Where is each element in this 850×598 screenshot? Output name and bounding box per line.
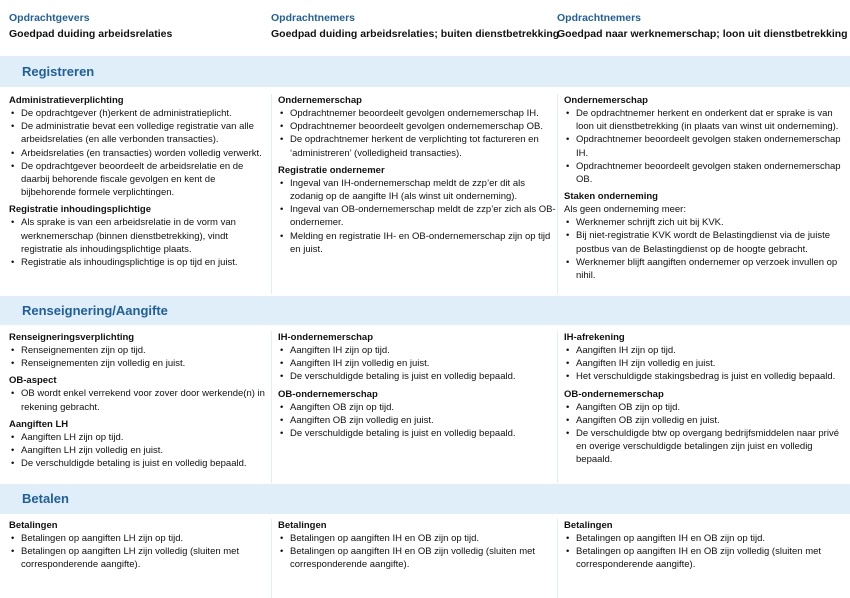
cell-betalen-opdrachtgevers <box>0 519 270 598</box>
content-block <box>278 519 557 572</box>
block-heading: Ondernemerschap <box>278 95 362 106</box>
block-intro: Als geen onderneming meer: <box>564 204 686 216</box>
block-heading: Betalingen <box>564 520 613 531</box>
cell-renseignering-opdrachtnemers-werknemer <box>557 331 850 483</box>
bullet-item: • Ingeval van IH-ondernemerschap meldt de zzp’er dit als zodanig op de aangifte IH (als winst uit onderneming). <box>278 177 557 203</box>
bullet-list <box>278 344 557 384</box>
block-heading: IH-afrekening <box>564 332 625 343</box>
bullet-item: • OB wordt enkel verrekend voor zover door werkende(n) in rekening gebracht. <box>9 387 270 413</box>
section-header-registreren: Registreren <box>0 56 850 87</box>
bullet-item: • Betalingen op aangiften IH en OB zijn volledig (sluiten met corresponderende aangifte). <box>278 545 557 571</box>
bullet-item: • De verschuldigde betaling is juist en volledig bepaald. <box>9 457 270 470</box>
cell-registreren-opdrachtnemers-buiten <box>271 94 557 294</box>
block-heading: OB-aspect <box>9 375 57 387</box>
column-path: Goedpad duiding arbeidsrelaties <box>9 28 173 40</box>
bullet-item: • Betalingen op aangiften LH zijn op tijd. <box>9 532 270 545</box>
block-heading: IH-ondernemerschap <box>278 332 374 343</box>
block-heading: OB-ondernemerschap <box>278 388 378 400</box>
bullet-list <box>9 107 270 199</box>
bullet-item: • Betalingen op aangiften IH en OB zijn op tijd. <box>564 532 850 545</box>
bullet-item: • De opdrachtnemer herkent en onderkent dat er sprake is van loon uit dienstbetrekking (in plaats van winst uit onderneming). <box>564 107 850 133</box>
content-block <box>564 94 850 186</box>
content-block <box>564 388 850 467</box>
bullet-list <box>564 532 850 572</box>
content-block <box>9 519 270 572</box>
bullet-list <box>278 401 557 441</box>
bullet-list <box>564 216 850 282</box>
bullet-item: • De verschuldigde betaling is juist en volledig bepaald. <box>278 427 557 440</box>
bullet-list <box>9 344 270 370</box>
bullet-item: • Aangiften IH zijn volledig en juist. <box>278 357 557 370</box>
bullet-item: • Aangiften OB zijn volledig en juist. <box>278 414 557 427</box>
bullet-list <box>9 431 270 471</box>
bullet-item: • Ingeval van OB-ondernemerschap meldt de zzp’er zich als OB-ondernemer. <box>278 203 557 229</box>
section-header-betalen: Betalen <box>0 484 850 514</box>
content-block <box>9 331 270 370</box>
bullet-list <box>564 401 850 467</box>
column-path: Goedpad duiding arbeidsrelaties; buiten dienstbetrekking <box>271 28 560 40</box>
content-block <box>564 190 850 282</box>
block-heading: Ondernemerschap <box>564 95 648 106</box>
column-role: Opdrachtnemers <box>557 12 642 24</box>
bullet-item: • Betalingen op aangiften LH zijn volledig (sluiten met corresponderende aangifte). <box>9 545 270 571</box>
bullet-item: • De administratie bevat een volledige registratie van alle arbeidsrelaties (en alle verbonden transacties). <box>9 120 270 146</box>
bullet-item: • Bij niet-registratie KVK wordt de Belastingdienst via de juiste postbus van de Belastingdienst op de hoogte gebracht. <box>564 229 850 255</box>
block-heading: Betalingen <box>278 520 327 531</box>
section-betalen <box>0 519 850 598</box>
bullet-list <box>9 387 270 413</box>
bullet-item: • Betalingen op aangiften IH en OB zijn op tijd. <box>278 532 557 545</box>
bullet-item: • Werknemer blijft aangiften ondernemer op verzoek invullen op nihil. <box>564 256 850 282</box>
block-heading: Betalingen <box>9 520 58 531</box>
cell-betalen-opdrachtnemers-buiten <box>271 519 557 598</box>
bullet-list <box>564 344 850 384</box>
bullet-list <box>9 532 270 572</box>
bullet-item: • Aangiften IH zijn volledig en juist. <box>564 357 850 370</box>
bullet-item: • Melding en registratie IH- en OB-ondernemerschap zijn op tijd en juist. <box>278 230 557 256</box>
section-renseignering-aangifte <box>0 331 850 483</box>
column-header-opdrachtgevers <box>9 11 172 41</box>
section-registreren <box>0 94 850 294</box>
content-block <box>9 374 270 413</box>
bullet-list <box>278 532 557 572</box>
block-heading: Aangiften LH <box>9 418 69 430</box>
bullet-list <box>278 177 557 256</box>
content-block <box>9 94 270 199</box>
bullet-item: • Werknemer schrijft zich uit bij KVK. <box>564 216 850 229</box>
column-path: Goedpad naar werknemerschap; loon uit dienstbetrekking <box>557 28 848 40</box>
column-role: Opdrachtgevers <box>9 12 90 24</box>
content-block <box>278 388 557 441</box>
bullet-item: • Renseignementen zijn volledig en juist. <box>9 357 270 370</box>
bullet-item: • Aangiften OB zijn op tijd. <box>564 401 850 414</box>
content-block <box>278 331 557 384</box>
cell-renseignering-opdrachtnemers-buiten <box>271 331 557 483</box>
bullet-item: • Opdrachtnemer beoordeelt gevolgen ondernemerschap IH. <box>278 107 557 120</box>
bullet-item: • Opdrachtnemer beoordeelt gevolgen staken ondernemerschap OB. <box>564 160 850 186</box>
bullet-item: • Het verschuldigde stakingsbedrag is juist en volledig bepaald. <box>564 370 850 383</box>
bullet-item: • De verschuldigde betaling is juist en volledig bepaald. <box>278 370 557 383</box>
bullet-item: • Arbeidsrelaties (en transacties) worden volledig verwerkt. <box>9 147 270 160</box>
bullet-item: • Aangiften LH zijn op tijd. <box>9 431 270 444</box>
block-heading: Renseigneringsverplichting <box>9 332 135 343</box>
cell-renseignering-opdrachtgevers <box>0 331 270 483</box>
content-block <box>9 203 270 269</box>
bullet-item: • De verschuldigde btw op overgang bedrijfsmiddelen naar privé en overige verschuldigde betalingen zijn juist en volledig bepaald. <box>564 427 850 467</box>
bullet-list <box>9 216 270 269</box>
column-role: Opdrachtnemers <box>271 12 356 24</box>
content-block <box>278 164 557 256</box>
block-heading: OB-ondernemerschap <box>564 388 664 400</box>
bullet-item: • Aangiften OB zijn volledig en juist. <box>564 414 850 427</box>
bullet-item: • Renseignementen zijn op tijd. <box>9 344 270 357</box>
cell-registreren-opdrachtgevers <box>0 94 270 294</box>
bullet-item: • Aangiften IH zijn op tijd. <box>278 344 557 357</box>
bullet-item: • Aangiften LH zijn volledig en juist. <box>9 444 270 457</box>
column-header-opdrachtnemers-buiten <box>271 11 559 41</box>
cell-registreren-opdrachtnemers-werknemer <box>557 94 850 294</box>
block-heading: Registratie inhoudingsplichtige <box>9 204 151 216</box>
bullet-list <box>564 107 850 186</box>
bullet-item: • Opdrachtnemer beoordeelt gevolgen ondernemerschap OB. <box>278 120 557 133</box>
bullet-item: • De opdrachtgever (h)erkent de administratieplicht. <box>9 107 270 120</box>
bullet-item: • Aangiften OB zijn op tijd. <box>278 401 557 414</box>
bullet-item: • Betalingen op aangiften IH en OB zijn volledig (sluiten met corresponderende aangifte). <box>564 545 850 571</box>
section-header-renseignering-aangifte: Renseignering/Aangifte <box>0 296 850 325</box>
bullet-item: • De opdrachtnemer herkent de verplichting tot factureren en ‘administreren’ (volledigheid transacties). <box>278 133 557 159</box>
cell-betalen-opdrachtnemers-werknemer <box>557 519 850 598</box>
block-heading: Staken onderneming <box>564 191 658 203</box>
bullet-item: • Aangiften IH zijn op tijd. <box>564 344 850 357</box>
block-heading: Registratie ondernemer <box>278 164 385 176</box>
bullet-item: • Opdrachtnemer beoordeelt gevolgen staken ondernemerschap IH. <box>564 133 850 159</box>
block-heading: Administratieverplichting <box>9 95 124 106</box>
content-block <box>278 94 557 160</box>
content-block <box>564 331 850 384</box>
content-block <box>564 519 850 572</box>
bullet-list <box>278 107 557 160</box>
bullet-item: • De opdrachtgever beoordeelt de arbeidsrelatie en de daarbij behorende fiscale gevolgen en kent de bijbehorende formele verplichtingen. <box>9 160 270 200</box>
bullet-item: • Als sprake is van een arbeidsrelatie in de vorm van werknemerschap (binnen dienstbetrekking), vindt registratie als inhoudingsplichtige plaats. <box>9 216 270 256</box>
content-block <box>9 418 270 471</box>
column-header-opdrachtnemers-werknemer <box>557 11 848 41</box>
column-headers <box>0 0 850 52</box>
bullet-item: • Registratie als inhoudingsplichtige is op tijd en juist. <box>9 256 270 269</box>
